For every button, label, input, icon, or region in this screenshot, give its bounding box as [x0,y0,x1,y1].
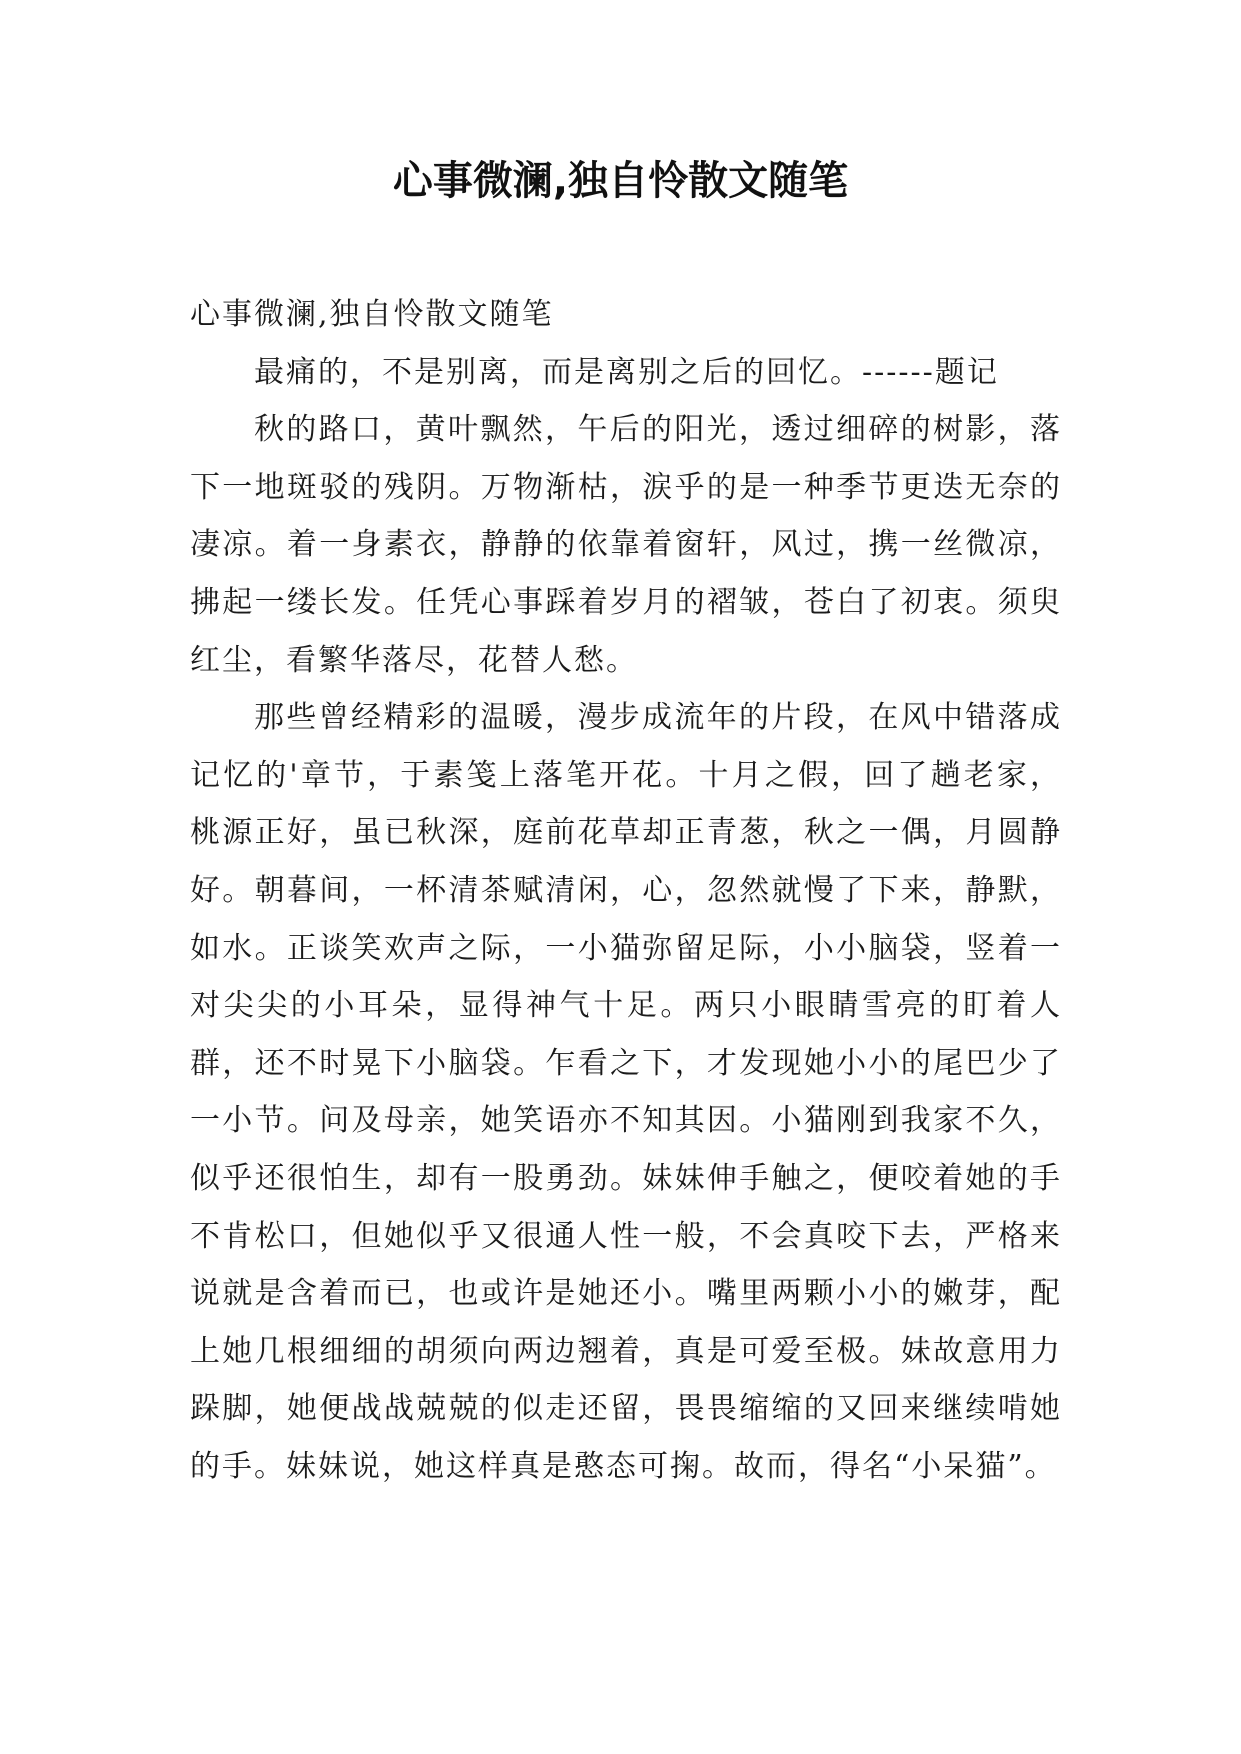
document-title: 心事微澜,独自怜散文随笔 [392,158,849,204]
document-body [190,286,1062,1495]
epigraph-paragraph: 最痛的，不是别离，而是离别之后的回忆。------题记 [254,354,999,390]
body-paragraph: 那些曾经精彩的温暖，漫步成流年的片段，在风中错落成记忆的'章节，于素笺上落笔开花。十月之假，回了趟老家，桃源正好，虽已秋深，庭前花草却正青葱，秋之一偶，月圆静好。朝暮间，一杯清茶赋清闲，心，忽然就慢了下来，静默，如水。正谈笑欢声之际，一小猫弥留足际，小小脑袋，竖着一对尖尖的小耳朵，显得神气十足。两只小眼睛雪亮的盯着人群，还不时晃下小脑袋。乍看之下，才发现她小小的尾巴少了一小节。问及母亲，她笑语亦不知其因。小猫刚到我家不久，似乎还很怕生，却有一股勇劲。妹妹伸手触之，便咬着她的手不肯松口，但她似乎又很通人性一般，不会真咬下去，严格来说就是含着而已，也或许是她还小。嘴里两颗小小的嫩芽，配上她几根细细的胡须向两边翘着，真是可爱至极。妹故意用力跺脚，她便战战兢兢的似走还留，畏畏缩缩的又回来继续啃她的手。妹妹说，她这样真是憨态可掬。故而，得名“小呆猫”。 [190,700,1062,1484]
body-paragraph: 秋的路口，黄叶飘然，午后的阳光，透过细碎的树影，落下一地斑驳的残阴。万物渐枯，涙乎的是一种季节更迭无奈的凄凉。着一身素衣，静静的依靠着窗轩，风过，携一丝微凉，拂起一缕长发。任凭心事踩着岁月的褶皱，苍白了初衷。须臾红尘，看繁华落尽，花替人愁。 [190,412,1062,678]
body-heading-line: 心事微澜,独自怜散文随笔 [190,297,554,332]
